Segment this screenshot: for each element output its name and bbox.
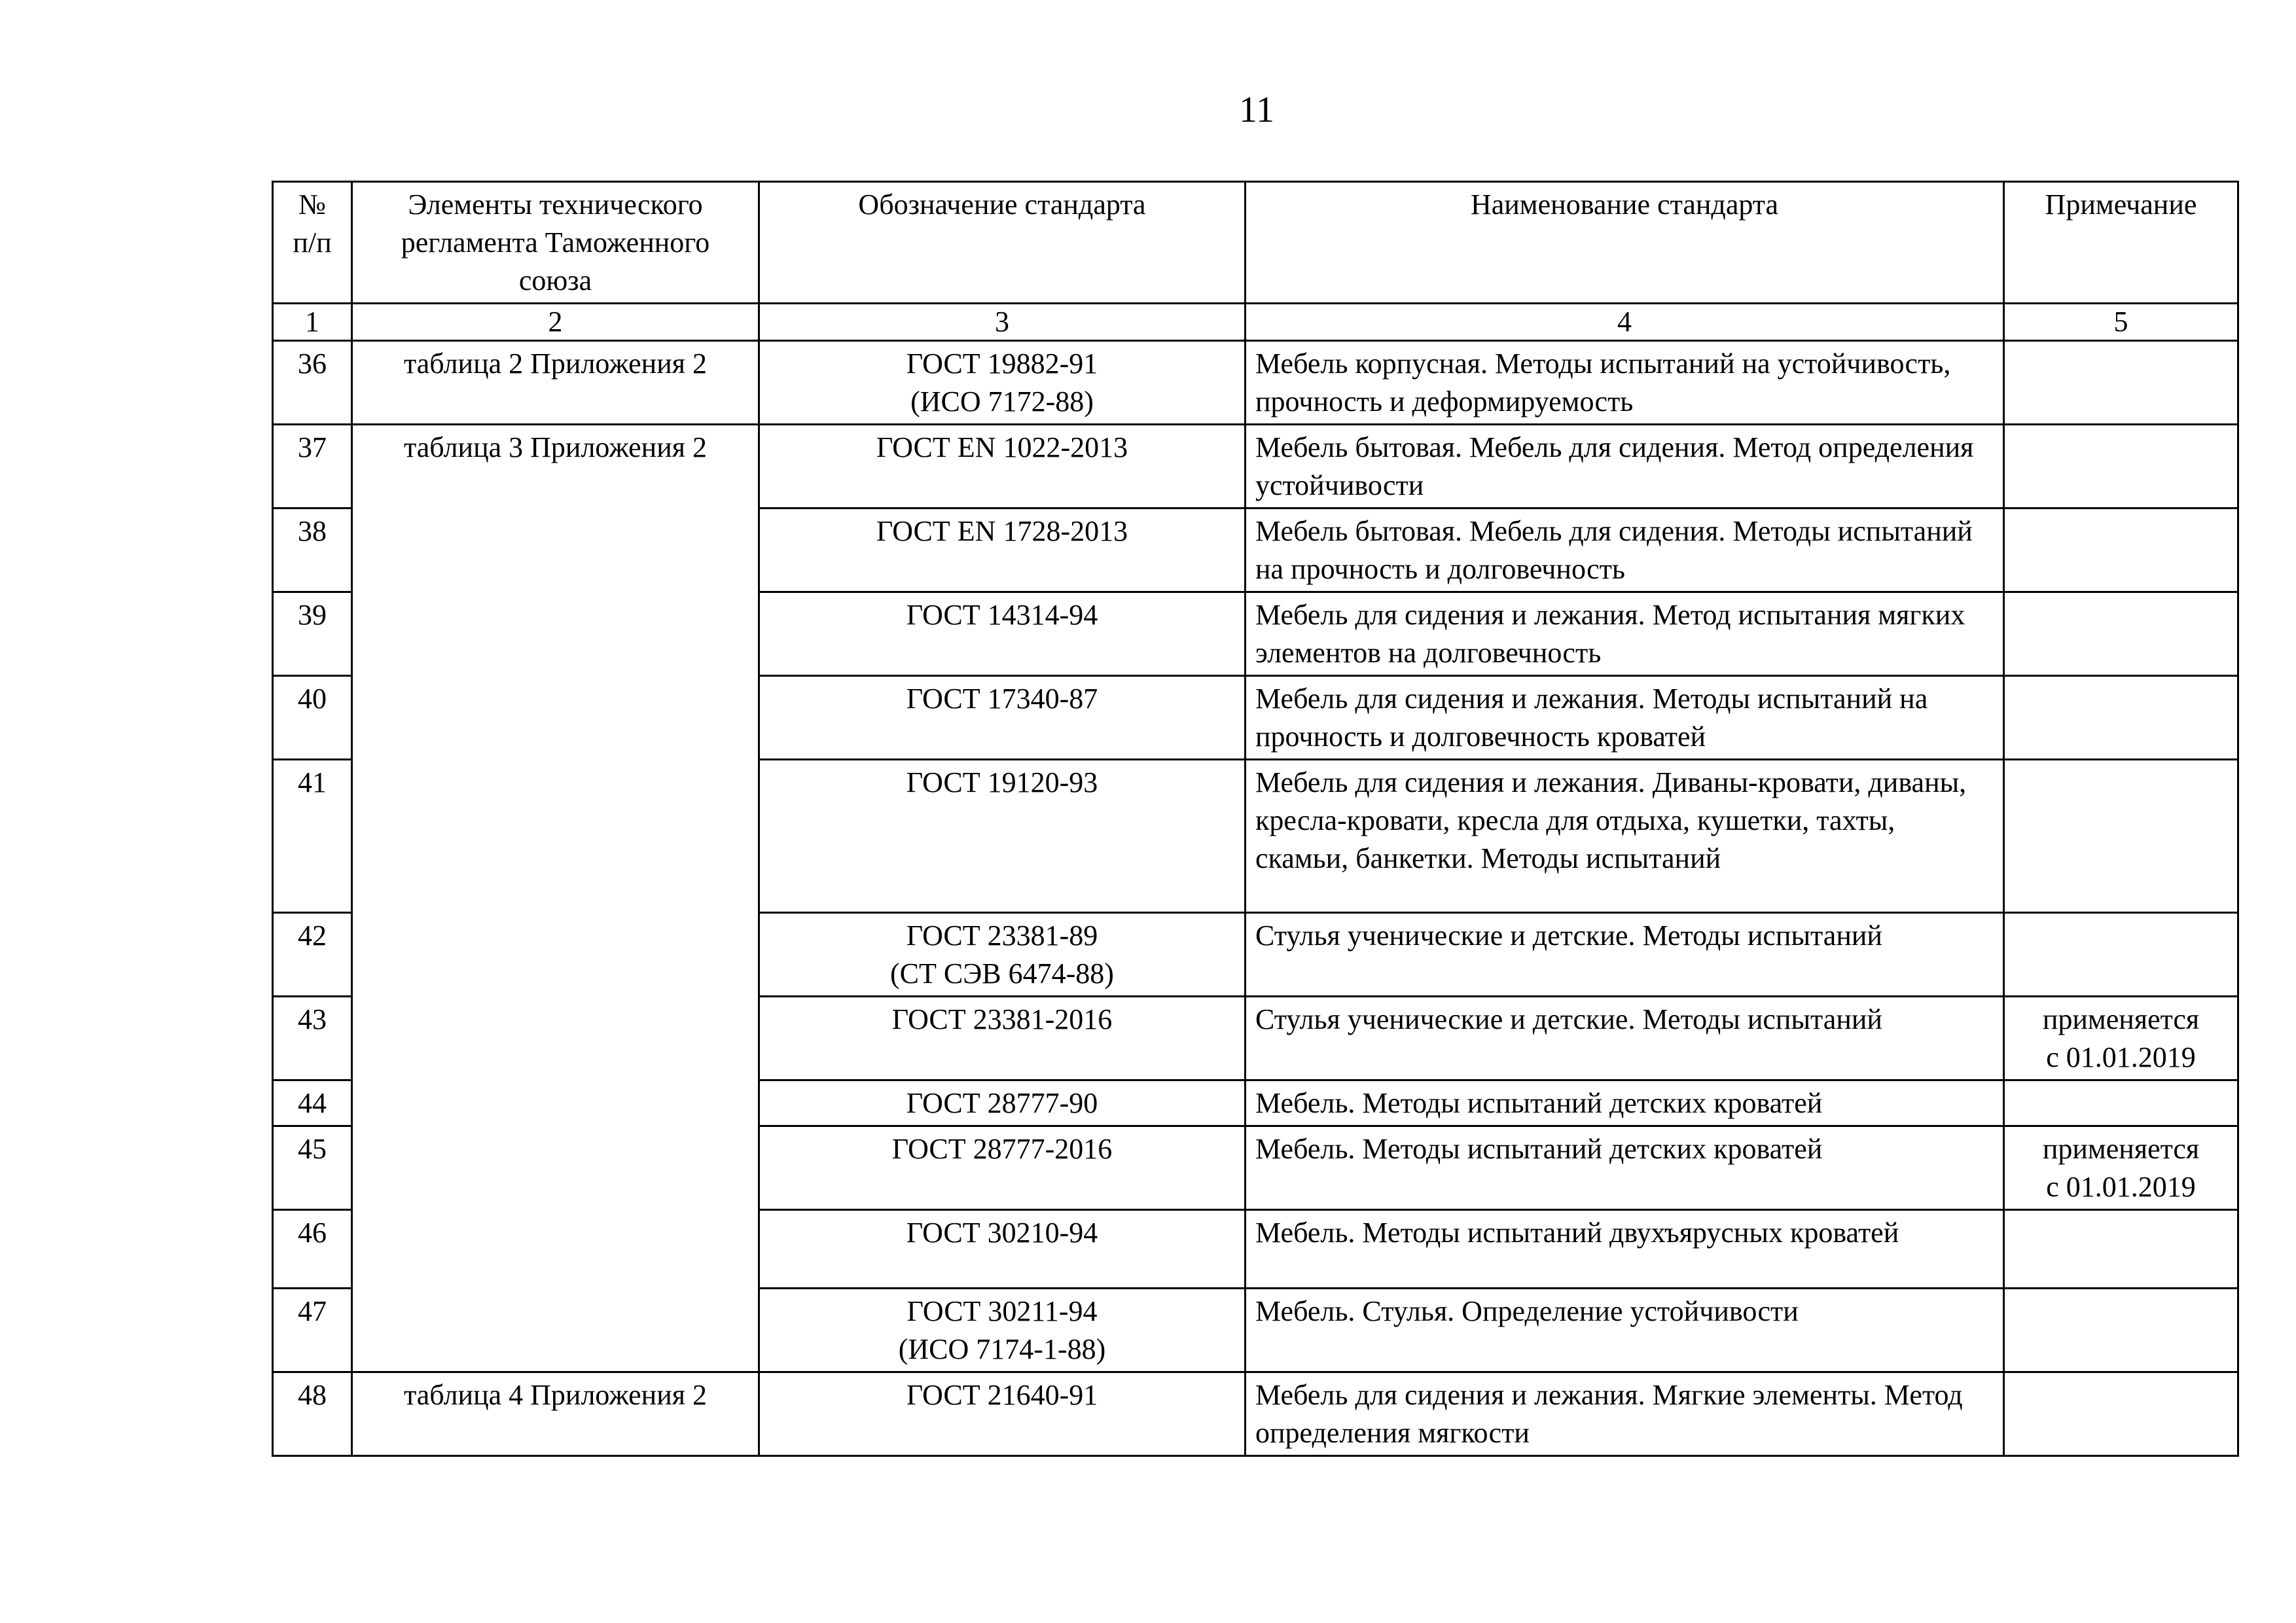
table-row bbox=[273, 341, 2238, 425]
table-row bbox=[273, 425, 2238, 508]
column-number: 1 bbox=[273, 304, 352, 341]
row-name: Мебель бытовая. Мебель для сидения. Методы испытаний на прочность и долговечность bbox=[1246, 508, 2004, 592]
row-name: Мебель для сидения и лежания. Метод испытания мягких элементов на долговечность bbox=[1246, 592, 2004, 676]
row-note bbox=[2004, 760, 2238, 913]
row-name: Мебель для сидения и лежания. Методы испытаний на прочность и долговечность кроватей bbox=[1246, 676, 2004, 760]
column-number: 5 bbox=[2004, 304, 2238, 341]
row-designation: ГОСТ 30210-94 bbox=[759, 1210, 1246, 1289]
row-element: таблица 2 Приложения 2 bbox=[352, 341, 759, 425]
row-note bbox=[2004, 1372, 2238, 1456]
row-number: 48 bbox=[273, 1372, 352, 1456]
row-number: 44 bbox=[273, 1080, 352, 1126]
row-note bbox=[2004, 913, 2238, 997]
row-note bbox=[2004, 1289, 2238, 1372]
row-designation: ГОСТ EN 1728-2013 bbox=[759, 508, 1246, 592]
row-name: Мебель. Стулья. Определение устойчивости bbox=[1246, 1289, 2004, 1372]
row-designation: ГОСТ 23381-2016 bbox=[759, 997, 1246, 1080]
header-elements: Элементы технического регламента Таможенного союза bbox=[352, 182, 759, 304]
row-number: 43 bbox=[273, 997, 352, 1080]
row-name: Мебель бытовая. Мебель для сидения. Метод определения устойчивости bbox=[1246, 425, 2004, 508]
row-number: 38 bbox=[273, 508, 352, 592]
row-note bbox=[2004, 592, 2238, 676]
header-designation: Обозначение стандарта bbox=[759, 182, 1246, 304]
row-designation: ГОСТ 30211-94 (ИСО 7174-1-88) bbox=[759, 1289, 1246, 1372]
row-designation: ГОСТ EN 1022-2013 bbox=[759, 425, 1246, 508]
row-number: 46 bbox=[273, 1210, 352, 1289]
row-number: 47 bbox=[273, 1289, 352, 1372]
row-element: таблица 4 Приложения 2 bbox=[352, 1372, 759, 1456]
row-note: применяется с 01.01.2019 bbox=[2004, 997, 2238, 1080]
row-designation: ГОСТ 23381-89 (СТ СЭВ 6474-88) bbox=[759, 913, 1246, 997]
row-designation: ГОСТ 28777-2016 bbox=[759, 1126, 1246, 1210]
row-note bbox=[2004, 425, 2238, 508]
row-designation: ГОСТ 14314-94 bbox=[759, 592, 1246, 676]
column-number: 3 bbox=[759, 304, 1246, 341]
row-designation: ГОСТ 17340-87 bbox=[759, 676, 1246, 760]
table-row bbox=[273, 1372, 2238, 1456]
row-name: Мебель. Методы испытаний детских кроватей bbox=[1246, 1126, 2004, 1210]
row-element: таблица 3 Приложения 2 bbox=[352, 425, 759, 1372]
row-designation: ГОСТ 28777-90 bbox=[759, 1080, 1246, 1126]
row-name: Мебель для сидения и лежания. Мягкие элементы. Метод определения мягкости bbox=[1246, 1372, 2004, 1456]
row-name: Мебель. Методы испытаний двухъярусных кроватей bbox=[1246, 1210, 2004, 1289]
row-name: Мебель корпусная. Методы испытаний на устойчивость, прочность и деформируемость bbox=[1246, 341, 2004, 425]
row-designation: ГОСТ 19120-93 bbox=[759, 760, 1246, 913]
row-name: Стулья ученические и детские. Методы испытаний bbox=[1246, 913, 2004, 997]
row-number: 39 bbox=[273, 592, 352, 676]
row-number: 45 bbox=[273, 1126, 352, 1210]
header-note: Примечание bbox=[2004, 182, 2238, 304]
row-number: 42 bbox=[273, 913, 352, 997]
row-note bbox=[2004, 508, 2238, 592]
column-number: 2 bbox=[352, 304, 759, 341]
row-designation: ГОСТ 19882-91 (ИСО 7172-88) bbox=[759, 341, 1246, 425]
row-name: Мебель для сидения и лежания. Диваны-кровати, диваны, кресла-кровати, кресла для отдыха, кушетки, тахты, скамьи, банкетки. Методы испытаний bbox=[1246, 760, 2004, 913]
page-number: 11 bbox=[1239, 90, 1274, 130]
column-number-row bbox=[273, 304, 2238, 341]
header-number: № п/п bbox=[273, 182, 352, 304]
row-note bbox=[2004, 676, 2238, 760]
row-note bbox=[2004, 1080, 2238, 1126]
row-note: применяется с 01.01.2019 bbox=[2004, 1126, 2238, 1210]
header-name: Наименование стандарта bbox=[1246, 182, 2004, 304]
row-name: Мебель. Методы испытаний детских кроватей bbox=[1246, 1080, 2004, 1126]
row-name: Стулья ученические и детские. Методы испытаний bbox=[1246, 997, 2004, 1080]
row-designation: ГОСТ 21640-91 bbox=[759, 1372, 1246, 1456]
row-number: 41 bbox=[273, 760, 352, 913]
row-number: 36 bbox=[273, 341, 352, 425]
row-number: 37 bbox=[273, 425, 352, 508]
column-number: 4 bbox=[1246, 304, 2004, 341]
header-row bbox=[273, 182, 2238, 304]
row-number: 40 bbox=[273, 676, 352, 760]
row-note bbox=[2004, 341, 2238, 425]
row-note bbox=[2004, 1210, 2238, 1289]
standards-table bbox=[272, 181, 2239, 1457]
